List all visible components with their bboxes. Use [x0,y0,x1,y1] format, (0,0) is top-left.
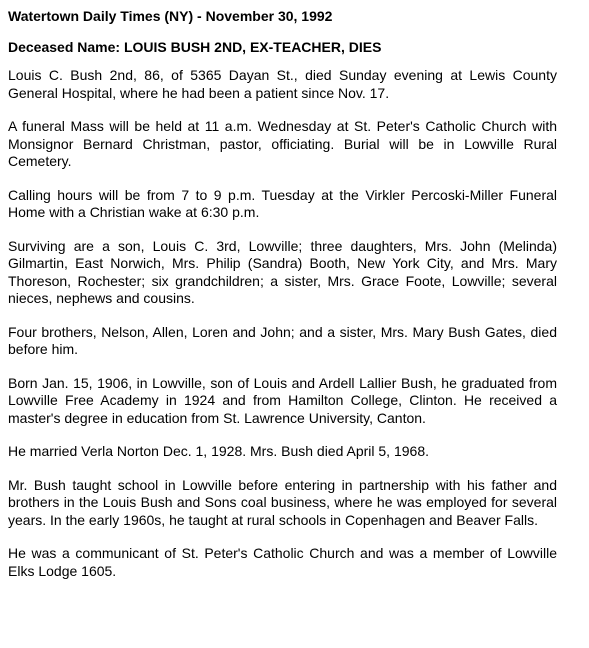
source-line: Watertown Daily Times (NY) - November 30, 1992 [8,8,333,24]
paragraph-death-notice: Louis C. Bush 2nd, 86, of 5365 Dayan St., died Sunday evening at Lewis County General Hospital, where he had been a patient since Nov. 17. [8,67,557,101]
paragraph-marriage: He married Verla Norton Dec. 1, 1928. Mrs. Bush died April 5, 1968. [8,443,429,459]
paragraph-calling-hours: Calling hours will be from 7 to 9 p.m. Tuesday at the Virkler Percoski-Miller Funeral Home with a Christian wake at 6:30 p.m. [8,186,557,220]
paragraph-predeceased: Four brothers, Nelson, Allen, Loren and John; and a sister, Mrs. Mary Bush Gates, died before him. [8,323,557,357]
paragraph-survivors: Surviving are a son, Louis C. 3rd, Lowville; three daughters, Mrs. John (Melinda) Gilmartin, East Norwich, Mrs. Philip (Sandra) Booth, New York City, and Mrs. Mary Thoreson, Rochester; six grandchildren; a sister, Mrs. Grace Foote, Lowville; several nieces, nephews and cousins. [8,237,557,306]
paragraph-memberships: He was a communicant of St. Peter's Catholic Church and was a member of Lowville Elks Lodge 1605. [8,545,557,579]
paragraph-career: Mr. Bush taught school in Lowville before entering in partnership with his father and brothers in the Louis Bush and Sons coal business, where he was employed for several years. In the early 1960s, he taught at rural schools in Copenhagen and Beaver Falls. [8,476,557,528]
deceased-name-line: Deceased Name: LOUIS BUSH 2ND, EX-TEACHER, DIES [8,39,382,55]
paragraph-biography: Born Jan. 15, 1906, in Lowville, son of Louis and Ardell Lallier Bush, he graduated from Lowville Free Academy in 1924 and from Hamilton College, Clinton. He received a master's degree in education from St. Lawrence University, Canton. [8,374,557,426]
paragraph-funeral-mass: A funeral Mass will be held at 11 a.m. Wednesday at St. Peter's Catholic Church with Monsignor Bernard Christman, pastor, officiating. Burial will be in Lowville Rural Cemetery. [8,118,557,169]
